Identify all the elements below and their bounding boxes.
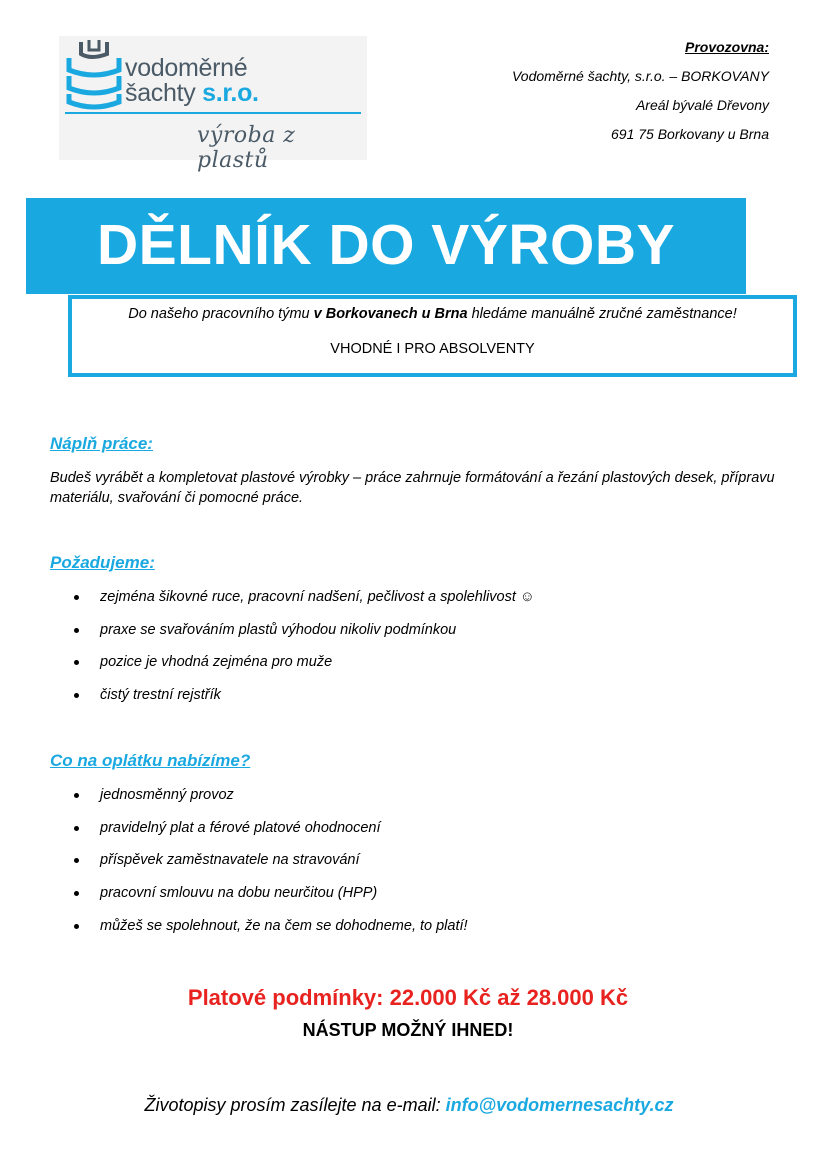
list-item-text: můžeš se spolehnout, že na čem se dohodneme, to platí! <box>100 917 468 934</box>
intro-box <box>68 295 797 377</box>
bullet-icon <box>74 693 79 698</box>
intro-text-start: Do našeho pracovního týmu <box>128 306 314 322</box>
list-item-text: jednosměnný provoz <box>100 787 234 803</box>
list-item-text: pravidelný plat a férové platové ohodnocení <box>100 819 381 836</box>
start-date-note: NÁSTUP MOŽNÝ IHNED! <box>302 1020 514 1040</box>
page-title: DĚLNÍK DO VÝROBY <box>96 213 676 277</box>
list-item <box>70 917 468 950</box>
bullet-icon <box>74 924 79 929</box>
graduates-note: VHODNÉ I PRO ABSOLVENTY <box>330 341 535 357</box>
address-line-1: Vodoměrné šachty, s.r.o. – BORKOVANY <box>511 68 769 84</box>
list-item-text: pozice je vhodná zejména pro muže <box>100 654 333 671</box>
intro-location: v Borkovanech u Brna <box>313 306 468 322</box>
logo-divider <box>65 112 361 114</box>
requirements-list <box>70 588 535 719</box>
salary-conditions: Platové podmínky: 22.000 Kč až 28.000 Kč <box>187 985 629 1010</box>
list-item-text: příspěvek zaměstnavatele na stravování <box>100 852 360 869</box>
email-link[interactable]: info@vodomernesachty.cz <box>445 1095 674 1115</box>
section-title-job: Náplň práce: <box>50 434 153 453</box>
list-item <box>70 686 535 719</box>
section-title-requirements: Požadujeme: <box>50 553 155 572</box>
bullet-icon <box>74 793 79 798</box>
address-line-3: 691 75 Borkovany u Brna <box>611 126 769 142</box>
list-item <box>70 621 535 654</box>
intro-text <box>72 306 793 322</box>
bullet-icon <box>74 595 79 600</box>
list-item <box>70 588 535 621</box>
bullet-icon <box>74 891 79 896</box>
logo-company-name <box>125 56 259 106</box>
list-item <box>70 884 468 917</box>
list-item <box>70 819 468 852</box>
address-line-2: Areál bývalé Dřevony <box>635 97 769 113</box>
list-item-text: čistý trestní rejstřík <box>100 687 221 704</box>
intro-text-end: hledáme manuálně zručné zaměstnance! <box>467 306 737 322</box>
bullet-icon <box>74 858 79 863</box>
logo-name-line2: šachty <box>125 79 196 107</box>
logo-tagline: výroba z plastů <box>197 123 296 173</box>
bullet-icon <box>74 826 79 831</box>
address-heading: Provozovna: <box>684 39 769 55</box>
offer-list <box>70 786 468 949</box>
logo-name-line2-wrap <box>125 81 259 106</box>
workplace-address <box>512 40 769 156</box>
company-logo <box>59 36 367 173</box>
list-item <box>70 786 468 819</box>
job-description: Budeš vyrábět a kompletovat plastové výrobky – práce zahrnuje formátování a řezání plastových desek, přípravu materiálu, svařování či pomocné práce. <box>50 470 775 506</box>
title-banner <box>26 198 746 294</box>
bullet-icon <box>74 660 79 665</box>
contact-line <box>0 1095 818 1116</box>
logo-name-suffix: s.r.o. <box>202 79 259 107</box>
list-item <box>70 653 535 686</box>
list-item-text: zejména šikovné ruce, pracovní nadšení, pečlivost a spolehlivost ☺ <box>100 589 535 605</box>
contact-text: Životopisy prosím zasílejte na e-mail: <box>144 1095 446 1115</box>
list-item-text: praxe se svařováním plastů výhodou nikoliv podmínkou <box>100 621 457 638</box>
list-item-text: pracovní smlouvu na dobu neurčitou (HPP) <box>100 885 378 902</box>
list-item <box>70 851 468 884</box>
shaft-logo-icon <box>59 36 129 116</box>
bullet-icon <box>74 628 79 633</box>
logo-name-line1: vodoměrné <box>125 54 248 82</box>
section-title-offer: Co na oplátku nabízíme? <box>50 751 251 770</box>
